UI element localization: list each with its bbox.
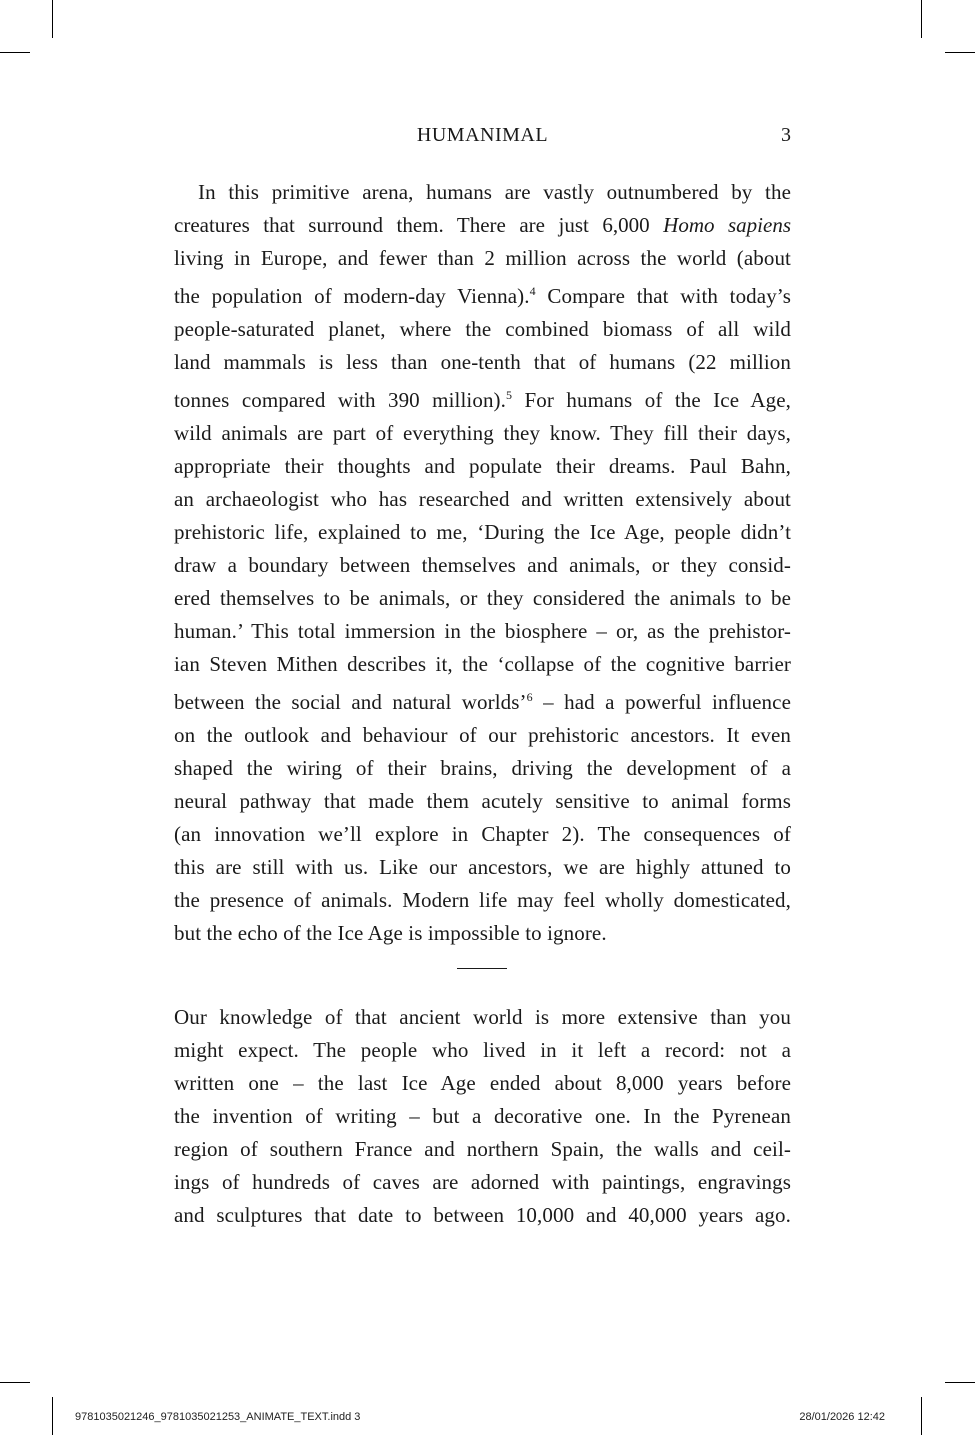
paragraph-line: human.’ This total immersion in the biosphere – or, as the prehistor- xyxy=(174,619,791,643)
paragraph-line: and sculptures that date to between 10,000 and 40,000 years ago. xyxy=(174,1203,791,1227)
paragraph-line: wild animals are part of everything they know. They fill their days, xyxy=(174,421,791,445)
paragraph-line: ian Steven Mithen describes it, the ‘collapse of the cognitive barrier xyxy=(174,652,791,676)
crop-mark-top-right xyxy=(921,0,922,38)
line-text: Compare that with today’s xyxy=(535,284,791,308)
paragraph-line: land mammals is less than one-tenth that of humans (22 million xyxy=(174,350,791,374)
paragraph-line: living in Europe, and fewer than 2 million across the world (about xyxy=(174,246,791,270)
paragraph-line xyxy=(174,275,791,313)
paragraph-line: appropriate their thoughts and populate their dreams. Paul Bahn, xyxy=(174,454,791,478)
endnote-marker-4[interactable]: 4 xyxy=(529,284,536,298)
print-slug xyxy=(0,1411,975,1427)
paragraph-line: draw a boundary between themselves and animals, or they consid- xyxy=(174,553,791,577)
paragraph-line: region of southern France and northern Spain, the walls and ceil- xyxy=(174,1137,791,1161)
slug-timestamp: 28/01/2026 12:42 xyxy=(799,1411,885,1423)
line-text: between the social and natural worlds’ xyxy=(174,690,527,714)
crop-mark-top-left xyxy=(52,0,53,38)
paragraph-line: an archaeologist who has researched and written extensively about xyxy=(174,487,791,511)
crop-mark-bottom-right-h xyxy=(945,1382,975,1383)
paragraph-line: neural pathway that made them acutely sensitive to animal forms xyxy=(174,789,791,813)
paragraph-line xyxy=(174,209,791,242)
paragraph-line: this are still with us. Like our ancestors, we are highly attuned to xyxy=(174,855,791,879)
paragraph-line: written one – the last Ice Age ended about 8,000 years before xyxy=(174,1071,791,1095)
paragraph-line: the presence of animals. Modern life may feel wholly domesticated, xyxy=(174,888,791,912)
line-text: For humans of the Ice Age, xyxy=(512,388,791,412)
crop-mark-top-right-h xyxy=(945,52,975,53)
running-head xyxy=(174,124,791,152)
paragraph-line: ings of hundreds of caves are adorned with paintings, engravings xyxy=(174,1170,791,1194)
running-head-title: HUMANIMAL xyxy=(416,124,549,146)
paragraph-1 xyxy=(174,176,791,950)
slug-file-info: 9781035021246_9781035021253_ANIMATE_TEXT.indd 3 xyxy=(75,1411,361,1423)
paragraph-line: people-saturated planet, where the combined biomass of all wild xyxy=(174,317,791,341)
paragraph-line: might expect. The people who lived in it left a record: not a xyxy=(174,1038,791,1062)
italic-term: Homo sapiens xyxy=(663,213,792,237)
crop-mark-bottom-left-h xyxy=(0,1382,30,1383)
paragraph-line: the invention of writing – but a decorative one. In the Pyrenean xyxy=(174,1104,791,1128)
line-text: the population of modern-day Vienna). xyxy=(174,284,530,308)
endnote-marker-6[interactable]: 6 xyxy=(526,690,533,704)
section-break-rule xyxy=(457,968,507,969)
paragraph-line: (an innovation we’ll explore in Chapter 2). The consequences of xyxy=(174,822,791,846)
paragraph-line: shaped the wiring of their brains, driving the development of a xyxy=(174,756,791,780)
paragraph-line: ered themselves to be animals, or they considered the animals to be xyxy=(174,586,791,610)
line-text: creatures that surround them. There are just 6,000 xyxy=(174,213,664,237)
paragraph-line: on the outlook and behaviour of our prehistoric ancestors. It even xyxy=(174,723,791,747)
paragraph-line: prehistoric life, explained to me, ‘During the Ice Age, people didn’t xyxy=(174,520,791,544)
paragraph-line: Our knowledge of that ancient world is more extensive than you xyxy=(174,1005,791,1029)
endnote-marker-5[interactable]: 5 xyxy=(506,388,513,402)
line-text: – had a powerful influence xyxy=(532,690,791,714)
line-text: tonnes compared with 390 million). xyxy=(174,388,506,412)
page-number: 3 xyxy=(781,124,791,146)
crop-mark-top-left-h xyxy=(0,52,30,53)
paragraph-line: In this primitive arena, humans are vastly outnumbered by the xyxy=(198,180,791,204)
paragraph-2 xyxy=(174,1001,791,1232)
paragraph-line: but the echo of the Ice Age is impossible to ignore. xyxy=(174,921,607,945)
paragraph-line xyxy=(174,681,791,719)
paragraph-line xyxy=(174,379,791,417)
